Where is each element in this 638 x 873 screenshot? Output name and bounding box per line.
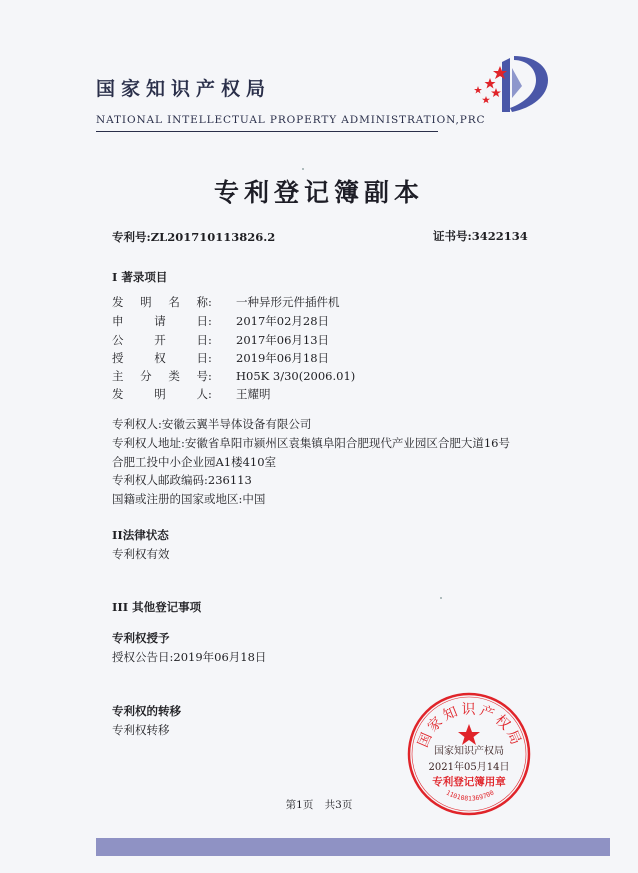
grant-text: 授权公告日:2019年06月18日 — [112, 650, 267, 664]
seal-purpose: 专利登记簿用章 — [432, 776, 506, 788]
section1-heading: I 著录项目 — [112, 270, 168, 284]
field-value: 2017年06月13日 — [236, 333, 330, 347]
field-value: 2019年06月18日 — [236, 351, 330, 365]
header-divider — [96, 131, 438, 132]
field-label: 公开日 — [112, 333, 208, 347]
field-application-date — [112, 313, 329, 329]
patentee-country: 国籍或注册的国家或地区:中国 — [112, 492, 266, 506]
patentee-address-line1: 专利权人地址:安徽省阜阳市颍州区袁集镇阜阳合肥现代产业园区合肥大道16号 — [112, 436, 511, 450]
field-main-classification — [112, 368, 355, 384]
patentee: 专利权人:安徽云翼半导体设备有限公司 — [112, 417, 312, 431]
footer-bar — [96, 838, 610, 856]
transfer-text: 专利权转移 — [112, 723, 170, 737]
seal-line1: 国家知识产权局 — [434, 746, 504, 757]
scan-speck — [302, 168, 304, 170]
page-total: 共3页 — [324, 799, 353, 811]
seal-date: 2021年05月14日 — [428, 762, 510, 773]
org-name-cn: 国家知识产权局 — [96, 78, 272, 100]
cnipa-logo — [462, 52, 552, 116]
seal-ring-text: 国家知识产权局 — [415, 702, 525, 750]
field-label: 发明人 — [112, 387, 208, 401]
field-colon: : — [208, 333, 212, 347]
field-label: 申请日 — [112, 314, 208, 328]
field-label: 授权日 — [112, 351, 208, 365]
section3-heading: III 其他登记事项 — [112, 600, 202, 614]
certificate-number: 证书号:3422134 — [433, 229, 528, 243]
document-title: 专利登记簿副本 — [213, 178, 424, 207]
field-value: 一种异形元件插件机 — [236, 295, 340, 309]
seal-code: 1101081369700 — [444, 788, 496, 803]
field-value: 2017年02月28日 — [236, 314, 330, 328]
field-value: H05K 3/30(2006.01) — [236, 369, 356, 383]
patentee-postcode: 专利权人邮政编码:236113 — [112, 473, 252, 487]
patentee-address-line2: 合肥工投中小企业园A1楼410室 — [112, 455, 277, 469]
field-label: 发明名称 — [112, 295, 208, 309]
org-name-en: NATIONAL INTELLECTUAL PROPERTY ADMINISTRATION,PRC — [96, 114, 486, 126]
legal-status: 专利权有效 — [112, 547, 170, 561]
field-label: 主分类号 — [112, 369, 208, 383]
page-current: 第1页 — [285, 799, 314, 811]
scan-speck — [440, 597, 442, 599]
section2-heading: II法律状态 — [112, 528, 169, 542]
field-inventor — [112, 386, 271, 402]
field-colon: : — [208, 314, 212, 328]
field-grant-date — [112, 350, 329, 366]
field-colon: : — [208, 369, 212, 383]
page-number — [0, 797, 638, 812]
field-colon: : — [208, 387, 212, 401]
field-publication-date — [112, 332, 329, 348]
field-value: 王耀明 — [236, 387, 271, 401]
field-colon: : — [208, 295, 212, 309]
field-invention-name — [112, 294, 340, 310]
transfer-title: 专利权的转移 — [112, 704, 181, 718]
grant-title: 专利权授予 — [112, 631, 170, 645]
patent-number: 专利号:ZL201710113826.2 — [112, 230, 276, 244]
field-colon: : — [208, 351, 212, 365]
